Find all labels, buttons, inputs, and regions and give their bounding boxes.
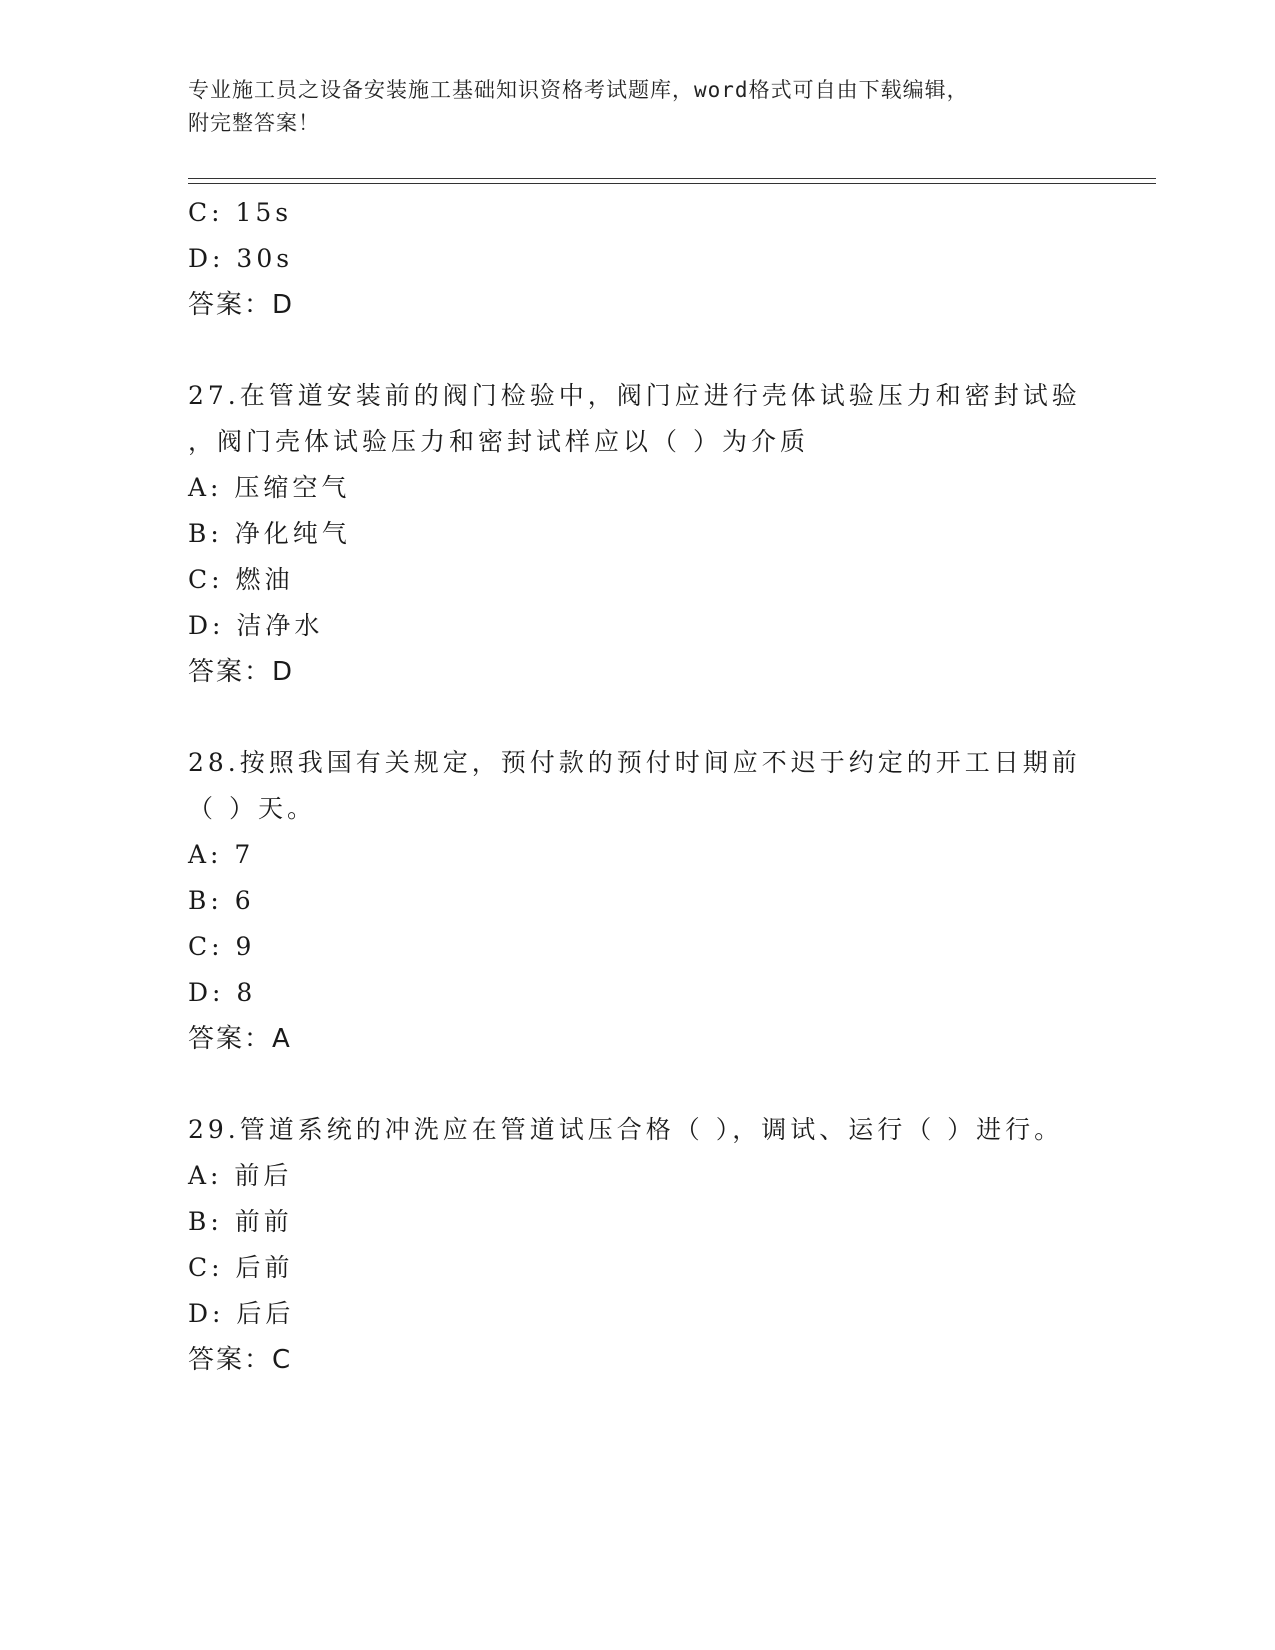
header-divider-bottom xyxy=(188,183,1156,184)
option-a: A: 7 xyxy=(188,840,255,869)
document-header xyxy=(188,74,1088,140)
option-b: B: 前前 xyxy=(188,1207,293,1236)
option-a: A: 前后 xyxy=(188,1161,293,1190)
option-b: B: 净化纯气 xyxy=(188,519,351,548)
answer-line: 答案：D xyxy=(188,290,295,320)
answer-line: 答案：C xyxy=(188,1345,293,1375)
option-c: C: 9 xyxy=(188,932,256,961)
header-line-1: 专业施工员之设备安装施工基础知识资格考试题库，word格式可自由下载编辑， xyxy=(188,78,969,102)
question-27 xyxy=(188,373,1088,695)
spacer xyxy=(188,695,1088,740)
question-list xyxy=(188,190,1088,1383)
question-28 xyxy=(188,740,1088,1062)
option-c: C: 燃油 xyxy=(188,565,294,594)
question-stem-line: 27.在管道安装前的阀门检验中，阀门应进行壳体试验压力和密封试验 xyxy=(188,381,1081,410)
question-29 xyxy=(188,1107,1088,1383)
question-stem-line: 28.按照我国有关规定，预付款的预付时间应不迟于约定的开工日期前 xyxy=(188,748,1081,777)
spacer xyxy=(188,1062,1088,1107)
header-line-2: 附完整答案！ xyxy=(188,111,320,135)
option-d: D: 8 xyxy=(188,978,257,1007)
header-divider-top xyxy=(188,178,1156,179)
question-stem-line: （ ）天。 xyxy=(188,794,316,823)
question-stem-line: ，阀门壳体试验压力和密封试样应以（ ）为介质 xyxy=(188,427,809,456)
answer-line: 答案：D xyxy=(188,657,295,687)
option-d: D: 30s xyxy=(188,244,294,273)
question-26-continued xyxy=(188,190,1088,328)
option-d: D: 后后 xyxy=(188,1299,295,1328)
answer-line: 答案：A xyxy=(188,1024,292,1054)
option-b: B: 6 xyxy=(188,886,255,915)
option-c: C: 后前 xyxy=(188,1253,294,1282)
option-a: A: 压缩空气 xyxy=(188,473,351,502)
option-c: C: 15s xyxy=(188,198,293,227)
option-d: D: 洁净水 xyxy=(188,611,324,640)
spacer xyxy=(188,328,1088,373)
question-stem-line: 29.管道系统的冲洗应在管道试压合格（ ），调试、运行（ ）进行。 xyxy=(188,1115,1064,1144)
